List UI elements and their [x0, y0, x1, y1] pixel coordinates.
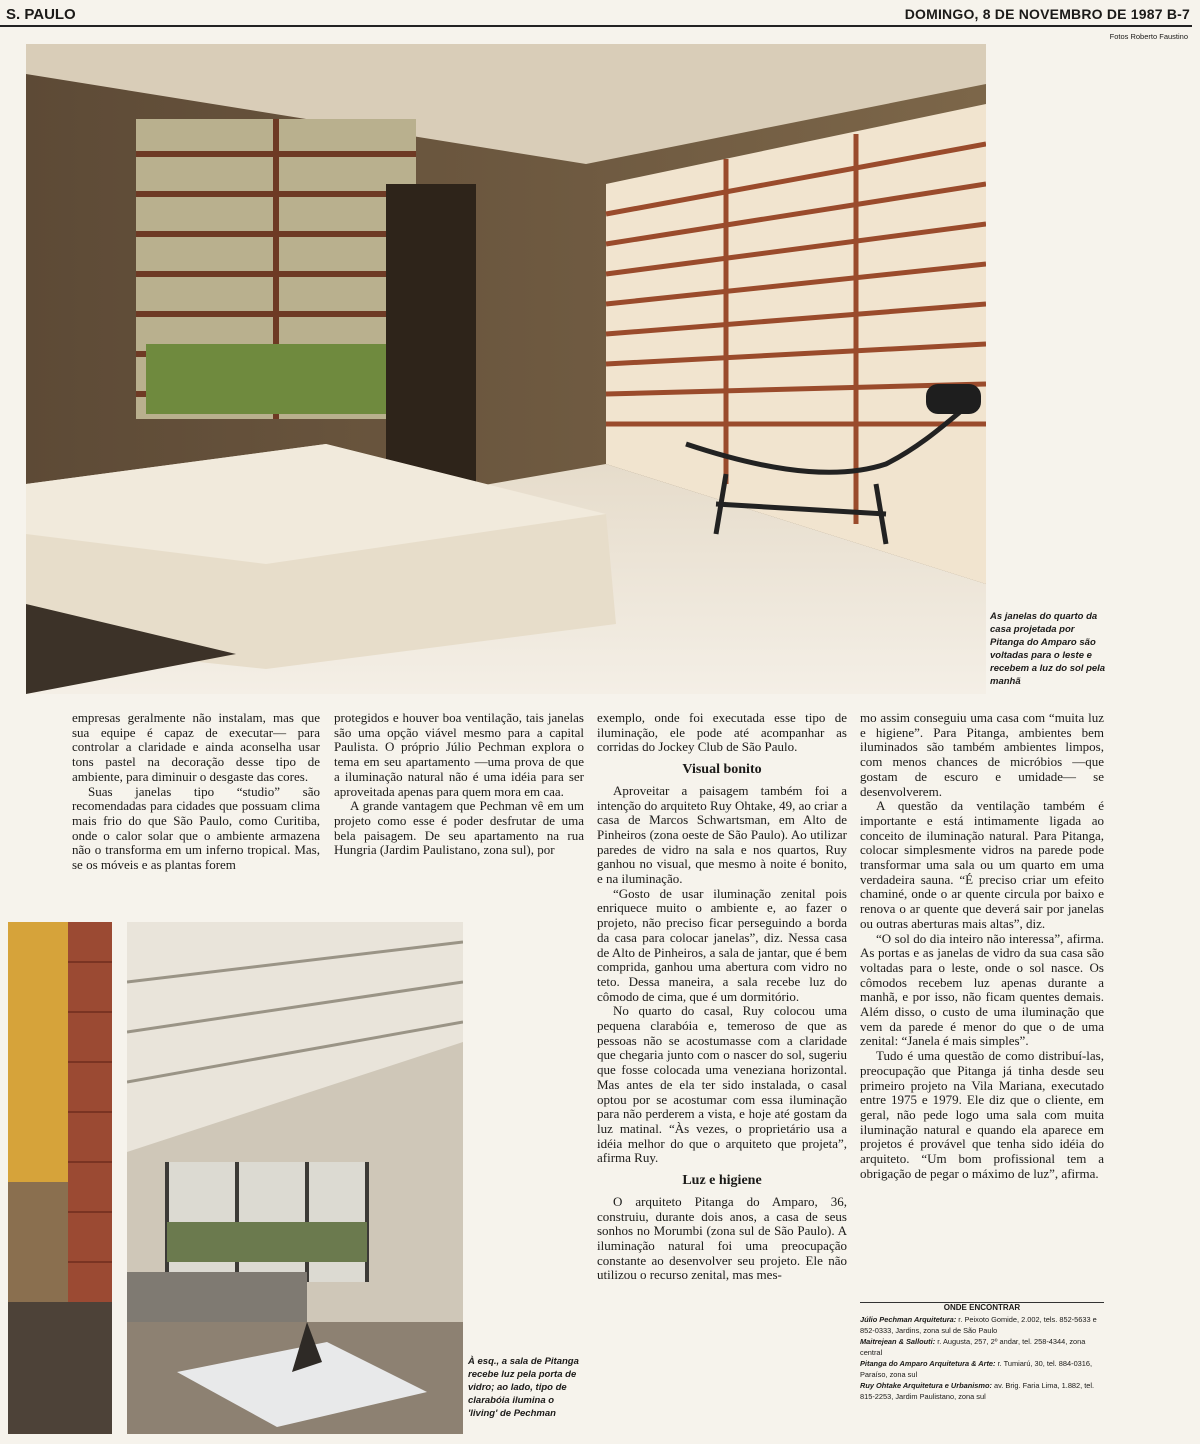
- col2-para-1: protegidos e houver boa ventilação, tais janelas são uma opção viável mesmo para a capital Paulista. O próprio Júlio Pechman explora o tema em seu apartamento —uma prova de que a iluminação natural não é uma idéia para ser aproveitada apenas para quem mora em caa.: [334, 710, 584, 799]
- col3-para-1: Aproveitar a paisagem também foi a intenção do arquiteto Ruy Ohtake, 49, ao criar a casa de Marcos Schwartsman, em Alto de Pinheiros (zona oeste de São Paulo). Ao utilizar paredes de vidro na sala e nos quartos, Ruy ganhou no visual, que mesmo à noite é bonito, e na iluminação.: [597, 782, 847, 887]
- box-item: Pitanga do Amparo Arquitetura & Arte: r. Tumiarú, 30, tel. 884-0316, Paraíso, zona sul: [860, 1359, 1093, 1379]
- col4-para-2: A questão da ventilação também é importante e está intimamente ligada ao conceito de iluminação natural. Para Pitanga, colocar simplesmente vidros na parede pode transformar uma sala ou um quarto em uma verdadeira sauna. “É preciso criar um efeito chaminé, onde o ar quente circula por baixo e renova o ar quente que deverá sair por janelas ou outras aberturas mais altas”, diz.: [860, 798, 1104, 931]
- bedroom-photo-image: [26, 44, 986, 694]
- section-name: S. PAULO: [6, 6, 76, 23]
- bottom-caption: À esq., a sala de Pitanga recebe luz pela porta de vidro; ao lado, tipo de clarabóia ilumina o 'living' de Pechman: [468, 1356, 579, 1419]
- pechman-living-photo: [127, 922, 463, 1434]
- main-caption: As janelas do quarto da casa projetada por Pitanga do Amparo são voltadas para o leste e recebem a luz do sol pela manhã: [990, 611, 1106, 687]
- col4-para-3: “O sol do dia inteiro não interessa”, afirma. As portas e as janelas de vidro da sua casa são voltadas para o leste, onde o sol nasce. Os cômodos recebem luz apenas durante a manhã, e por isso, não ficam quentes demais. Além disso, o custo de uma iluminação que vem da parede é menor do que o de uma zenital: “Janela é mais simples”.: [860, 930, 1104, 1049]
- col2-para-2: A grande vantagem que Pechman vê em um projeto como esse é poder desfrutar de uma bela paisagem. De seu apartamento na rua Hungria (Jardim Paulistano, zona sul), por: [334, 798, 584, 858]
- box-item: Maitrejean & Sallouti: r. Augusta, 257, 2º andar, tel. 258-4344, zona central: [860, 1337, 1086, 1357]
- box-title: ONDE ENCONTRAR: [943, 1303, 1021, 1312]
- where-to-find-box: [860, 1302, 1104, 1402]
- column-3: [597, 711, 847, 1283]
- col3-para-4: O arquiteto Pitanga do Amparo, 36, construiu, durante dois anos, a casa de seus sonhos no Morumbi (zona sul de São Paulo). A iluminação natural foi uma preocupação constante ao desenvolver seu projeto. Ele não utilizou o recurso zenital, mas mes-: [597, 1193, 847, 1283]
- pitanga-living-photo-image: [8, 922, 112, 1434]
- box-item: Ruy Ohtake Arquitetura e Urbanismo: av. Brig. Faria Lima, 1.882, tel. 815-2253, Jardim Paulistano, zona sul: [860, 1381, 1095, 1401]
- col4-para-4: Tudo é uma questão de como distribuí-las, preocupação que Pitanga já tinha desde seu primeiro projeto na Vila Mariana, executado entre 1975 e 1979. Ele diz que o cliente, em geral, não pede logo uma sala com muita iluminação natural e quando ela aparece em projetos é provável que tenha sido idéia do arquiteto. “Um bom profissional tem a obrigação de pegar o máximo de luz”, afirma.: [860, 1048, 1104, 1181]
- col1-para-1: empresas geralmente não instalam, mas que sua equipe é capaz de executar— para controlar a claridade e ainda aconselha usar tons pastel na decoração desse tipo de ambiente, para diminuir o desgaste das cores.: [72, 710, 320, 784]
- col3-intro: exemplo, onde foi executada esse tipo de iluminação, ele pode até acompanhar as corridas do Jockey Club de São Paulo.: [597, 710, 847, 755]
- column-4: [860, 711, 1104, 1182]
- date-page: DOMINGO, 8 DE NOVEMBRO DE 1987 B-7: [904, 6, 1190, 22]
- column-1: [72, 711, 320, 873]
- pechman-living-photo-image: [127, 922, 463, 1434]
- bedroom-photo: [26, 44, 986, 694]
- subhead-luz-e-higiene: Luz e higiene: [682, 1173, 762, 1189]
- col3-para-3: No quarto do casal, Ruy colocou uma pequena clarabóia e, temeroso de que as pessoas não se acostumasse com a claridade que chegaria junto com o nascer do sol, sugeriu que fosse colocada uma veneziana horizontal. Mas antes de ela ter sido instalada, o casal optou por se acostumar com essa iluminação para não perderem a vista, e hoje até gostam da luz matinal. “Às vezes, o proprietário usa a idéia melhor do que o arquiteto que projeta”, afirma Ruy.: [597, 1003, 847, 1166]
- column-2: [334, 711, 584, 858]
- subhead-visual-bonito: Visual bonito: [682, 762, 762, 778]
- col3-para-2: “Gosto de usar iluminação zenital pois enriquece muito o ambiente e, ao fazer o projeto, não preciso ficar perseguindo a borda da casa para colocar janelas”, diz. Nessa casa de Alto de Pinheiros, a sala de jantar, que é bem comprida, ganhou uma abertura com vidro no teto. Dessa maneira, a sala recebe luz do cômodo de cima, que é um dormitório.: [597, 885, 847, 1004]
- col1-para-2: Suas janelas tipo “studio” são recomendadas para cidades que possuam clima mais frio do que São Paulo, como Curitiba, onde o calor solar que o ambiente armazena não o transforma em um inferno tropical. Mas, se os móveis e as plantas forem: [72, 783, 320, 873]
- pitanga-living-photo: [8, 922, 112, 1434]
- photo-credit: Fotos Roberto Faustino: [1109, 32, 1188, 41]
- box-item: Júlio Pechman Arquitetura: r. Peixoto Gomide, 2.002, tels. 852-5633 e 852-0333, Jardins, zona sul de São Paulo: [860, 1315, 1097, 1335]
- header-rule: [0, 25, 1192, 27]
- col4-para-1: mo assim conseguiu uma casa com “muita luz e higiene”. Para Pitanga, ambientes bem iluminados são também ambientes limpos, com menos chances de micróbios —que gostam de escuro e umidade— se desenvolverem.: [860, 710, 1104, 799]
